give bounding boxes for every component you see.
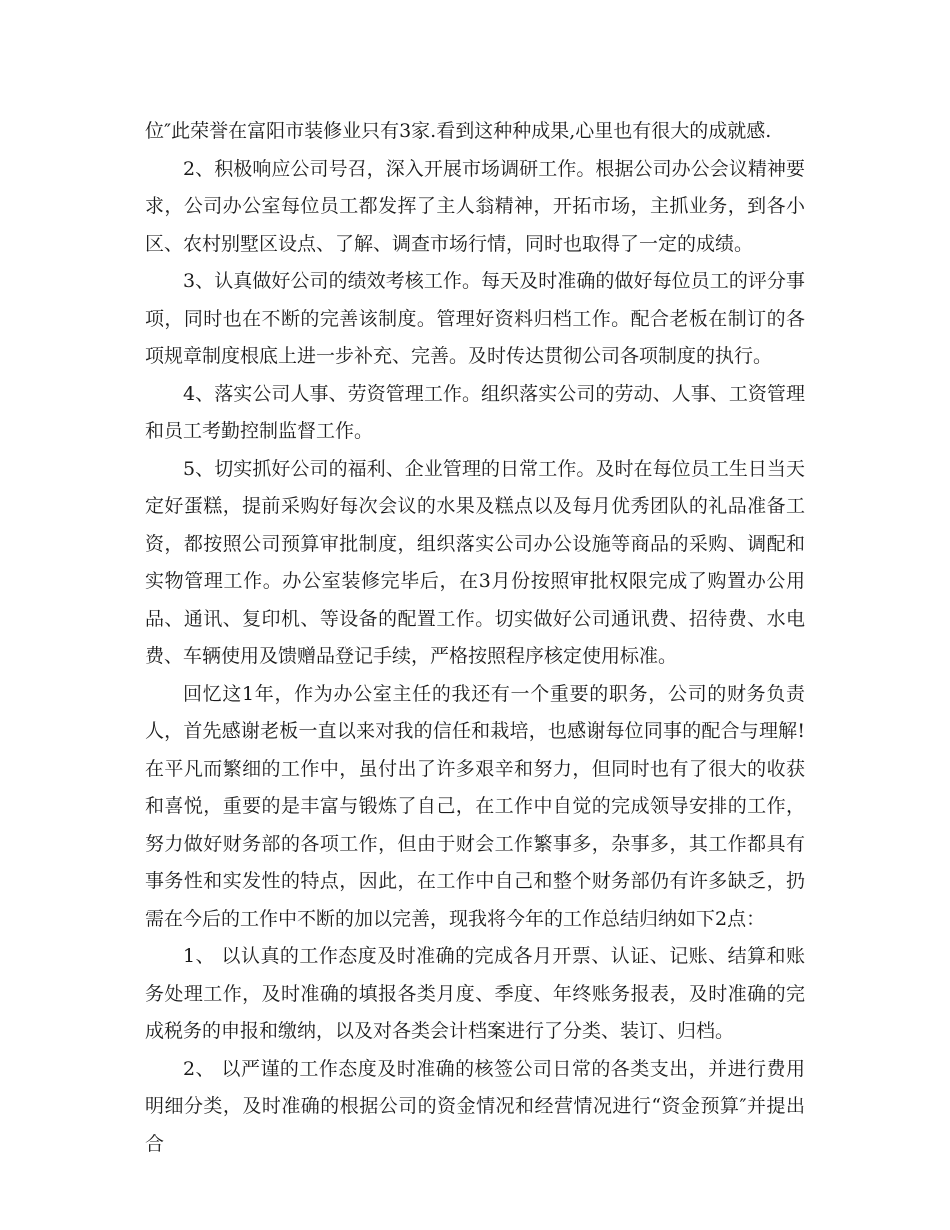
paragraph-finance-review: 回忆这1年，作为办公室主任的我还有一个重要的职务，公司的财务负责人，首先感谢老板一直以来对我的信任和栽培，也感谢每位同事的配合与理解!在平凡而繁细的工作中，虽付出了许多艰辛和努力，但同时也有了很大的收获和喜悦，重要的是丰富与锻炼了自己，在工作中自觉的完成领导安排的工作，努力做好财务部的各项工作，但由于财会工作繁事多，杂事多，其工作都具有事务性和实发性的特点，因此，在工作中自己和整个财务部仍有许多缺乏，扔需在今后的工作中不断的加以完善，现我将今年的工作总结归纳如下2点： [145,682,805,930]
paragraph-item-2: 2、积极响应公司号召，深入开展市场调研工作。根据公司办公会议精神要求，公司办公室每位员工都发挥了主人翁精神，开拓市场，主抓业务，到各小区、农村别墅区设点、了解、调查市场行情，同时也取得了一定的成绩。 [145,157,805,255]
paragraph-finance-item-1: 1、 以认真的工作态度及时准确的完成各月开票、认证、记账、结算和账务处理工作，及时准确的填报各类月度、季度、年终账务报表，及时准确的完成税务的申报和缴纳，以及对各类会计档案进行了分类、装订、归档。 [145,945,805,1042]
paragraph-item-5: 5、切实抓好公司的福利、企业管理的日常工作。及时在每位员工生日当天定好蛋糕，提前采购好每次会议的水果及糕点以及每月优秀团队的礼品准备工资，都按照公司预算审批制度，组织落实公司办公设施等商品的采购、调配和实物管理工作。办公室装修完毕后，在3月份按照审批权限完成了购置办公用品、通讯、复印机、等设备的配置工作。切实做好公司通讯费、招待费、水电费、车辆使用及馈赠品登记手续，严格按照程序核定使用标准。 [145,457,805,667]
paragraph-item-3: 3、认真做好公司的绩效考核工作。每天及时准确的做好每位员工的评分事项，同时也在不断的完善该制度。管理好资料归档工作。配合老板在制订的各项规章制度根底上进一步补充、完善。及时传达贯彻公司各项制度的执行。 [145,270,805,367]
paragraph-finance-item-2: 2、 以严谨的工作态度及时准确的核签公司日常的各类支出，并进行费用明细分类，及时准确的根据公司的资金情况和经营情况进行“资金预算″并提出合 [145,1057,805,1155]
document-body [145,113,805,1163]
paragraph-item-4: 4、落实公司人事、劳资管理工作。组织落实公司的劳动、人事、工资管理和员工考勤控制监督工作。 [145,382,805,442]
paragraph-continued: 位″此荣誉在富阳市装修业只有3家.看到这种种成果,心里也有很大的成就感. [145,120,772,142]
